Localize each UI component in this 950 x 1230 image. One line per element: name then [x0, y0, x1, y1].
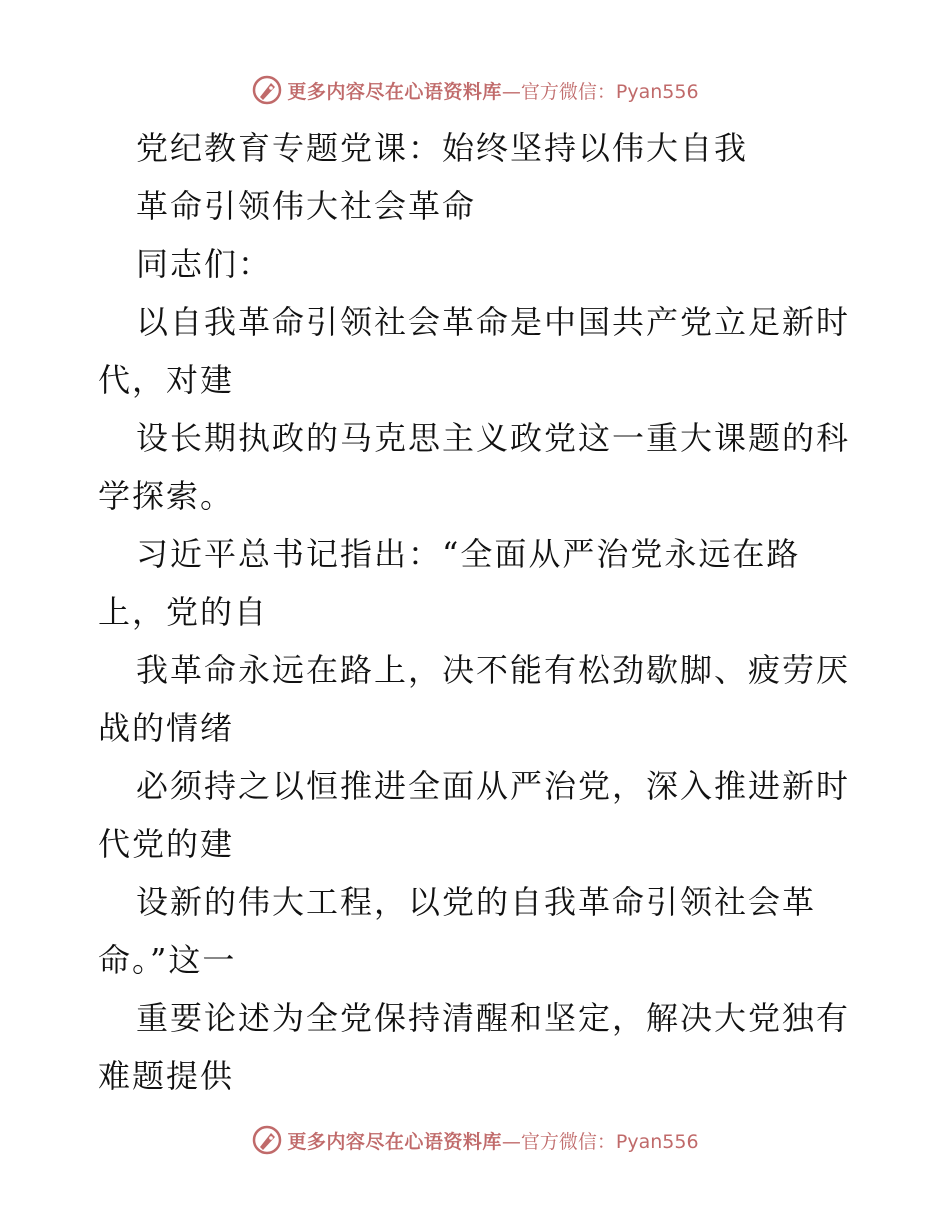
footer-site-text: 更多内容尽在心语资料库: [287, 1130, 502, 1153]
paragraph-line: 以自我革命引领社会革命是中国共产党立足新时: [136, 303, 851, 341]
pen-nib-logo-icon: [251, 74, 283, 106]
salutation: 同志们：: [136, 245, 273, 283]
paragraph-line: 命。”这一: [98, 941, 237, 979]
paragraph-line: 重要论述为全党保持清醒和坚定，解决大党独有: [136, 999, 851, 1037]
paragraph-line: 习近平总书记指出：“全面从严治党永远在路: [136, 535, 801, 573]
header-watermark-banner: [0, 70, 950, 110]
paragraph-line: 战的情绪: [98, 709, 235, 747]
document-title-line-1: 党纪教育专题党课：始终坚持以伟大自我: [136, 129, 749, 167]
paragraph-line: 代，对建: [98, 361, 235, 399]
header-wechat-text: —官方微信：Pyan556: [501, 80, 699, 103]
footer-watermark-banner: [0, 1120, 950, 1160]
paragraph-line: 我革命永远在路上，决不能有松劲歇脚、疲劳厌: [136, 651, 851, 689]
paragraph-line: 上，党的自: [98, 593, 269, 631]
footer-wechat-text: —官方微信：Pyan556: [501, 1130, 699, 1153]
paragraph-line: 必须持之以恒推进全面从严治党，深入推进新时: [136, 767, 851, 805]
paragraph-line: 代党的建: [98, 825, 235, 863]
paragraph-line: 设新的伟大工程，以党的自我革命引领社会革: [136, 883, 817, 921]
paragraph-line: 难题提供: [98, 1057, 235, 1095]
paragraph-line: 设长期执政的马克思主义政党这一重大课题的科: [136, 419, 851, 457]
pen-nib-logo-icon: [251, 1124, 283, 1156]
document-title-line-2: 革命引领伟大社会革命: [136, 187, 477, 225]
header-site-text: 更多内容尽在心语资料库: [287, 80, 502, 103]
paragraph-line: 学探索。: [98, 477, 235, 515]
